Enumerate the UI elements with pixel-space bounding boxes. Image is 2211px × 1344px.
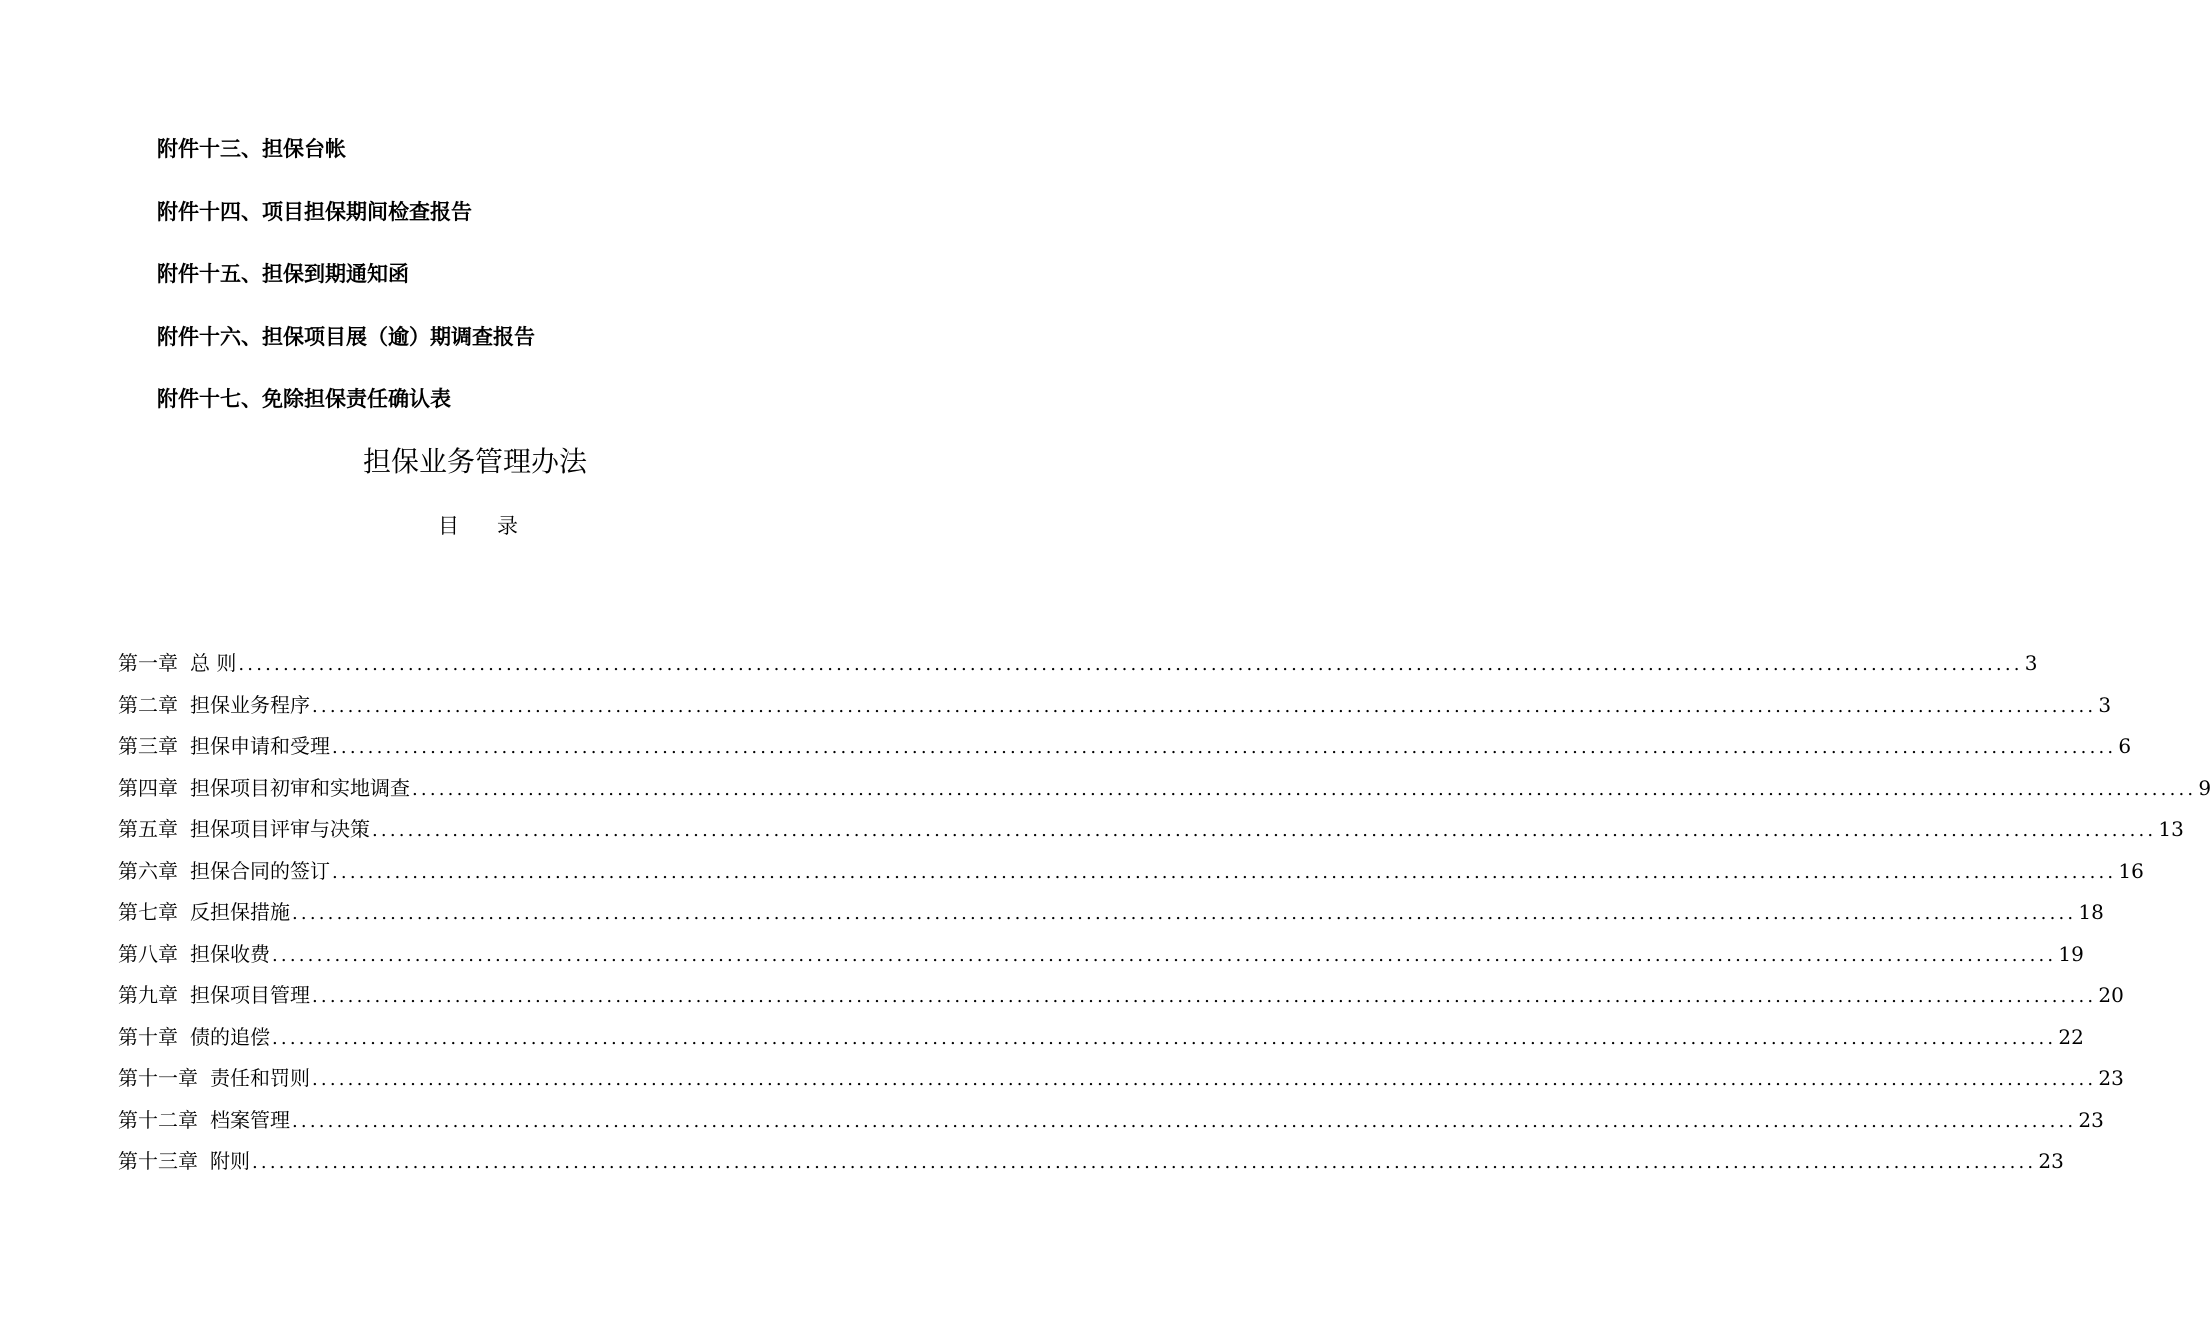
toc-entry[interactable] xyxy=(118,814,2184,856)
appendix-list xyxy=(157,130,535,443)
toc-title: 担保项目评审与决策 xyxy=(190,817,370,841)
toc-leader: ........................................................................................................................................................................................................ xyxy=(332,737,2117,758)
toc-page-number: 23 xyxy=(2078,1107,2104,1132)
toc-entry[interactable] xyxy=(118,690,2112,732)
toc-entry[interactable] xyxy=(118,939,2084,981)
toc-page-number: 23 xyxy=(2038,1149,2064,1173)
toc-title: 担保项目初审和实地调查 xyxy=(190,775,410,800)
toc-page-number: 3 xyxy=(2098,692,2112,717)
toc-entry[interactable] xyxy=(118,1146,2064,1188)
toc-chapter: 第五章 xyxy=(118,817,178,841)
toc-leader: ........................................................................................................................................................................................................ xyxy=(312,986,2097,1007)
toc-leader: ........................................................................................................................................................................................................ xyxy=(412,778,2197,800)
toc-title: 担保申请和受理 xyxy=(190,734,330,758)
toc-leader: ........................................................................................................................................................................................................ xyxy=(292,1110,2077,1132)
toc-chapter: 第一章 xyxy=(118,651,178,675)
toc-entry[interactable] xyxy=(118,856,2144,898)
toc-chapter: 第七章 xyxy=(118,900,178,924)
appendix-item-17: 附件十七、免除担保责任确认表 xyxy=(157,386,451,411)
toc-leader: ........................................................................................................................................................................................................ xyxy=(238,654,2023,675)
toc-leader: ........................................................................................................................................................................................................ xyxy=(332,861,2117,883)
toc-leader: ........................................................................................................................................................................................................ xyxy=(272,944,2057,966)
toc-entry[interactable] xyxy=(118,980,2124,1022)
toc-page-number: 13 xyxy=(2158,817,2184,841)
toc-chapter: 第八章 xyxy=(118,941,178,966)
toc-leader: ........................................................................................................................................................................................................ xyxy=(372,820,2157,841)
toc-page-number: 19 xyxy=(2058,941,2084,966)
toc-page-number: 20 xyxy=(2098,983,2124,1007)
toc-entry[interactable] xyxy=(118,897,2104,939)
toc-entry[interactable] xyxy=(118,1022,2084,1064)
appendix-item-14: 附件十四、项目担保期间检查报告 xyxy=(157,198,472,224)
appendix-item-15: 附件十五、担保到期通知函 xyxy=(157,261,409,286)
toc-chapter: 第十二章 xyxy=(118,1107,198,1132)
toc-chapter: 第二章 xyxy=(118,692,178,717)
toc-chapter: 第四章 xyxy=(118,775,178,800)
toc-entry[interactable] xyxy=(118,648,2038,690)
toc-page-number: 18 xyxy=(2078,900,2104,924)
toc-entry[interactable] xyxy=(118,731,2132,773)
toc-chapter: 第十三章 xyxy=(118,1149,198,1173)
toc-title: 债的追偿 xyxy=(190,1024,270,1049)
toc-leader: ........................................................................................................................................................................................................ xyxy=(312,695,2097,717)
toc-title: 反担保措施 xyxy=(190,900,290,924)
toc-heading xyxy=(438,511,518,541)
toc-title: 档案管理 xyxy=(210,1107,290,1132)
toc-chapter: 第六章 xyxy=(118,858,178,883)
toc-chapter: 第三章 xyxy=(118,734,178,758)
toc-page-number: 9 xyxy=(2198,775,2211,800)
toc-entry[interactable] xyxy=(118,1105,2104,1147)
toc-chapter: 第十一章 xyxy=(118,1066,198,1090)
toc-title: 附则 xyxy=(210,1149,250,1173)
appendix-item-16: 附件十六、担保项目展（逾）期调查报告 xyxy=(157,323,535,349)
toc-title: 责任和罚则 xyxy=(210,1066,310,1090)
toc-page-number: 6 xyxy=(2118,734,2132,758)
toc-page-number: 3 xyxy=(2024,651,2038,675)
toc-leader: ........................................................................................................................................................................................................ xyxy=(272,1027,2057,1049)
toc-heading-right: 录 xyxy=(497,514,518,538)
toc-title: 担保合同的签订 xyxy=(190,858,330,883)
document-title: 担保业务管理办法 xyxy=(362,445,587,478)
toc-page-number: 23 xyxy=(2098,1066,2124,1090)
toc-chapter: 第十章 xyxy=(118,1024,178,1049)
toc-leader: ........................................................................................................................................................................................................ xyxy=(312,1069,2097,1090)
toc-title: 担保项目管理 xyxy=(190,983,310,1007)
toc-page-number: 16 xyxy=(2118,858,2144,883)
appendix-item-13: 附件十三、担保台帐 xyxy=(157,136,346,161)
toc-entry[interactable] xyxy=(118,773,2211,815)
toc-title: 担保收费 xyxy=(190,941,270,966)
toc-heading-left: 目 xyxy=(438,514,459,538)
table-of-contents xyxy=(118,648,2211,1188)
toc-page-number: 22 xyxy=(2058,1024,2084,1049)
toc-entry[interactable] xyxy=(118,1063,2124,1105)
toc-title: 担保业务程序 xyxy=(190,692,310,717)
toc-leader: ........................................................................................................................................................................................................ xyxy=(252,1152,2037,1173)
toc-leader: ........................................................................................................................................................................................................ xyxy=(292,903,2077,924)
toc-chapter: 第九章 xyxy=(118,983,178,1007)
toc-title: 总 则 xyxy=(190,651,237,675)
